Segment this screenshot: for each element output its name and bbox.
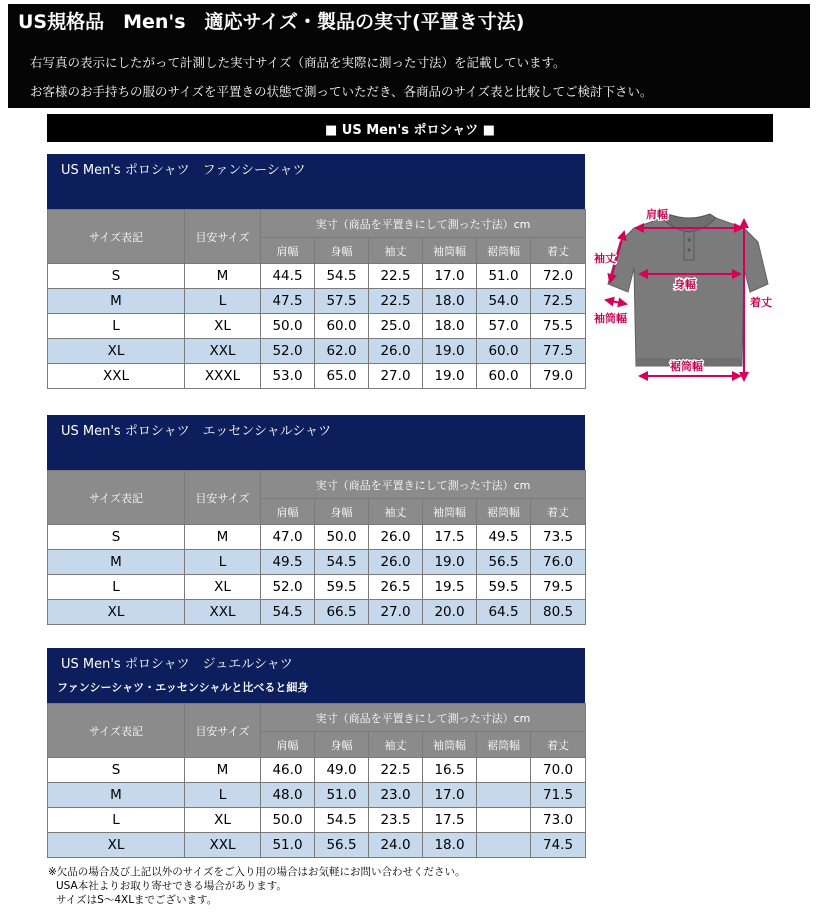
measurement-cell: 18.0 [423,833,477,858]
hem-label: 裾筒幅 [670,360,703,373]
measurement-cell: 72.0 [531,264,586,289]
guide-size-cell: XXL [185,833,261,858]
header-measurements: 実寸（商品を平置きにして測った寸法）cm [261,704,586,732]
measurement-cell: 50.0 [261,808,315,833]
measurement-cell: 16.5 [423,758,477,783]
table-row [48,289,586,314]
header-column: 肩幅 [261,732,315,758]
page-header [8,4,810,108]
size-table [47,470,586,625]
measurement-cell: 51.0 [315,783,369,808]
section-header [47,154,585,209]
measurement-cell: 17.5 [423,808,477,833]
measurement-cell: 18.0 [423,289,477,314]
measurement-cell: 22.5 [369,758,423,783]
shoulder-label: 肩幅 [646,208,668,221]
table-row [48,833,586,858]
header-column: 身幅 [315,732,369,758]
header-column: 袖筒幅 [423,499,477,525]
sleeve-opening-arrow [606,300,626,304]
measurement-cell: 49.0 [315,758,369,783]
measurement-cell: 49.5 [261,550,315,575]
measurement-cell: 27.0 [369,600,423,625]
measurement-cell: 26.5 [369,575,423,600]
header-size: サイズ表記 [48,210,185,264]
measurement-cell: 20.0 [423,600,477,625]
measurement-cell: 73.5 [531,525,586,550]
table-row [48,600,586,625]
table-row [48,364,586,389]
measurement-cell: 48.0 [261,783,315,808]
header-column: 袖丈 [369,732,423,758]
table-row [48,339,586,364]
measurement-cell: 79.5 [531,575,586,600]
size-table-fancy-shirt [47,154,585,389]
guide-size-cell: XL [185,575,261,600]
size-cell: XL [48,600,185,625]
size-cell: M [48,783,185,808]
size-cell: L [48,808,185,833]
header-column: 袖丈 [369,238,423,264]
size-table [47,209,586,389]
measurement-cell: 75.5 [531,314,586,339]
header-size: サイズ表記 [48,471,185,525]
header-column: 肩幅 [261,238,315,264]
measurement-cell: 26.0 [369,550,423,575]
measurement-cell: 72.5 [531,289,586,314]
size-cell: S [48,264,185,289]
header-column: 着丈 [531,238,586,264]
size-cell: XXL [48,364,185,389]
measurement-cell: 24.0 [369,833,423,858]
footnote-line: USA本社よりお取り寄せできる場合があります。 [56,880,287,892]
header-column: 袖丈 [369,499,423,525]
table-row [48,550,586,575]
measurement-cell: 17.0 [423,783,477,808]
table-row [48,525,586,550]
header-guide-size: 目安サイズ [185,704,261,758]
measurement-cell: 54.5 [315,264,369,289]
measurement-cell: 76.0 [531,550,586,575]
section-header [47,415,585,470]
header-description-line2: お客様のお手持ちの服のサイズを平置きの状態で測っていただき、各商品のサイズ表と比較してご検討下さい。 [30,84,653,99]
size-table-jewel-shirt [47,648,585,858]
size-table [47,703,586,858]
header-measurements: 実寸（商品を平置きにして測った寸法）cm [261,210,586,238]
guide-size-cell: M [185,264,261,289]
measurement-cell: 60.0 [315,314,369,339]
measurement-cell: 50.0 [315,525,369,550]
measurement-cell: 57.5 [315,289,369,314]
measurement-cell: 18.0 [423,314,477,339]
measurement-cell: 74.5 [531,833,586,858]
header-column: 裾筒幅 [477,238,531,264]
measurement-cell [477,758,531,783]
measurement-cell: 26.0 [369,525,423,550]
size-cell: L [48,575,185,600]
table-row [48,264,586,289]
guide-size-cell: L [185,289,261,314]
header-column: 着丈 [531,499,586,525]
measurement-cell: 80.5 [531,600,586,625]
measurement-cell: 23.5 [369,808,423,833]
measurement-cell: 46.0 [261,758,315,783]
guide-size-cell: XXL [185,339,261,364]
measurement-cell: 65.0 [315,364,369,389]
header-column: 身幅 [315,499,369,525]
measurement-cell: 77.5 [531,339,586,364]
measurement-cell: 52.0 [261,339,315,364]
section-title: US Men's ポロシャツ ファンシーシャツ [61,163,306,178]
table-row [48,758,586,783]
measurement-cell: 27.0 [369,364,423,389]
measurement-cell: 22.5 [369,264,423,289]
measurement-cell [477,833,531,858]
measurement-cell: 25.0 [369,314,423,339]
measurement-cell: 22.5 [369,289,423,314]
measurement-cell: 57.0 [477,314,531,339]
guide-size-cell: L [185,783,261,808]
category-banner: ■ US Men's ポロシャツ ■ [47,114,773,142]
sleeve-opening-label: 袖筒幅 [594,312,627,325]
size-cell: S [48,758,185,783]
guide-size-cell: M [185,525,261,550]
section-subtitle: ファンシーシャツ・エッセンシャルと比べると細身 [57,681,309,694]
measurement-cell: 56.5 [477,550,531,575]
size-cell: L [48,314,185,339]
size-cell: M [48,550,185,575]
guide-size-cell: M [185,758,261,783]
measurement-cell: 26.0 [369,339,423,364]
footnotes [48,865,465,907]
measurement-cell: 44.5 [261,264,315,289]
measurement-cell: 50.0 [261,314,315,339]
measurement-cell: 47.5 [261,289,315,314]
measurement-cell: 70.0 [531,758,586,783]
measurement-cell: 62.0 [315,339,369,364]
measurement-cell: 17.0 [423,264,477,289]
size-cell: S [48,525,185,550]
measurement-cell [477,808,531,833]
measurement-cell: 79.0 [531,364,586,389]
measurement-cell: 19.0 [423,550,477,575]
table-row [48,314,586,339]
measurement-cell: 23.0 [369,783,423,808]
header-measurements: 実寸（商品を平置きにして測った寸法）cm [261,471,586,499]
header-column: 肩幅 [261,499,315,525]
measurement-cell: 59.5 [477,575,531,600]
header-column: 身幅 [315,238,369,264]
measurement-cell: 66.5 [315,600,369,625]
guide-size-cell: XXL [185,600,261,625]
measurement-cell [477,783,531,808]
size-cell: XL [48,833,185,858]
size-cell: M [48,289,185,314]
measurement-cell: 49.5 [477,525,531,550]
section-header [47,648,585,703]
page-title: US規格品 Men's 適応サイズ・製品の実寸(平置き寸法) [18,11,525,33]
footnote-line: ※欠品の場合及び上記以外のサイズをご入り用の場合はお気軽にお問い合わせください。 [48,866,466,878]
measurement-cell: 52.0 [261,575,315,600]
section-title: US Men's ポロシャツ エッセンシャルシャツ [61,424,332,439]
measurement-cell: 51.0 [477,264,531,289]
table-row [48,783,586,808]
footnote-line: サイズはS～4XLまでございます。 [56,894,218,906]
measurement-cell: 47.0 [261,525,315,550]
measurement-cell: 19.0 [423,364,477,389]
measurement-cell: 56.5 [315,833,369,858]
measurement-cell: 54.5 [261,600,315,625]
header-column: 裾筒幅 [477,499,531,525]
measurement-cell: 19.5 [423,575,477,600]
measurement-cell: 60.0 [477,339,531,364]
header-guide-size: 目安サイズ [185,210,261,264]
guide-size-cell: XXXL [185,364,261,389]
measurement-cell: 73.0 [531,808,586,833]
header-column: 袖筒幅 [423,238,477,264]
measurement-cell: 17.5 [423,525,477,550]
measurement-cell: 60.0 [477,364,531,389]
measurement-cell: 71.5 [531,783,586,808]
header-size: サイズ表記 [48,704,185,758]
header-column: 裾筒幅 [477,732,531,758]
header-guide-size: 目安サイズ [185,471,261,525]
measurement-cell: 54.5 [315,808,369,833]
header-description-line1: 右写真の表示にしたがって計測した実寸サイズ（商品を実際に測った寸法）を記載しています。 [30,55,566,70]
sleeve-label: 袖丈 [594,252,616,265]
measurement-cell: 51.0 [261,833,315,858]
guide-size-cell: XL [185,808,261,833]
measurement-cell: 54.0 [477,289,531,314]
measurement-diagram [594,198,784,388]
guide-size-cell: L [185,550,261,575]
header-column: 着丈 [531,732,586,758]
size-table-essential-shirt [47,415,585,625]
measurement-cell: 19.0 [423,339,477,364]
section-title: US Men's ポロシャツ ジュエルシャツ [61,657,293,672]
table-row [48,575,586,600]
table-row [48,808,586,833]
guide-size-cell: XL [185,314,261,339]
measurement-cell: 53.0 [261,364,315,389]
measurement-cell: 54.5 [315,550,369,575]
size-cell: XL [48,339,185,364]
length-label: 着丈 [750,296,772,309]
measurement-cell: 64.5 [477,600,531,625]
header-column: 袖筒幅 [423,732,477,758]
body-width-label: 身幅 [674,278,696,291]
measurement-cell: 59.5 [315,575,369,600]
